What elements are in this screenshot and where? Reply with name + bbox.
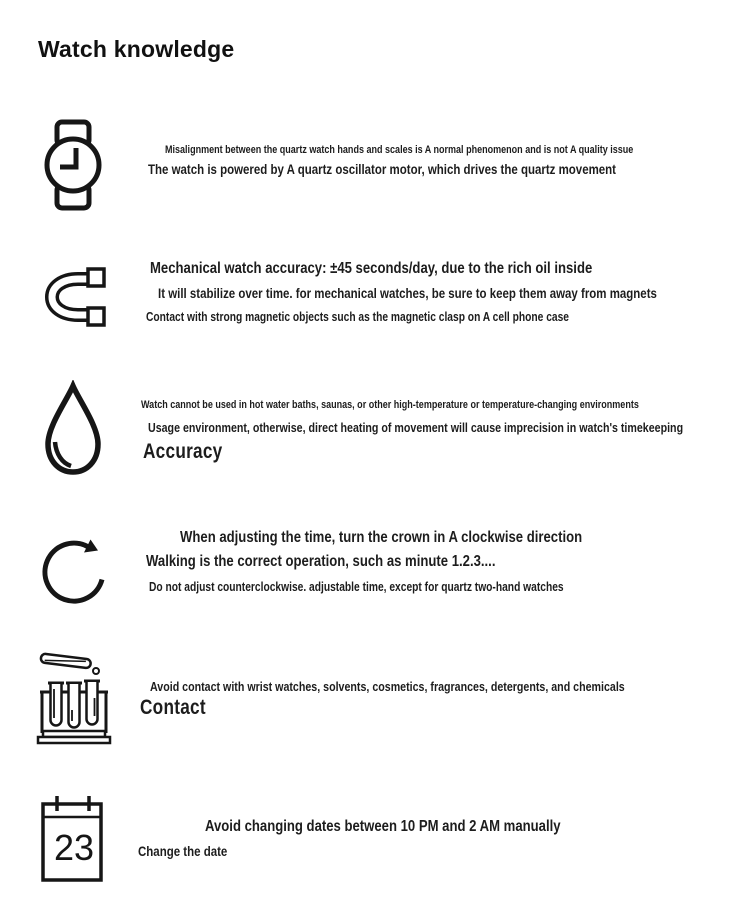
text-line: Do not adjust counterclockwise. adjustable time, except for quartz two-hand watches [149,580,564,594]
text-line: It will stabilize over time. for mechanical watches, be sure to keep them away from magnets [158,285,657,301]
text-line: Change the date [138,843,228,859]
text-line: When adjusting the time, turn the crown in A clockwise direction [180,529,583,546]
text-line: Misalignment between the quartz watch hands and scales is A normal phenomenon and is not A quality issue [165,144,634,156]
test-tubes-icon [36,646,112,746]
text-line: Usage environment, otherwise, direct heating of movement will cause imprecision in watch's timekeeping [148,420,684,435]
page-title: Watch knowledge [38,36,235,62]
text-line: Accuracy [143,440,223,463]
text-line: Avoid contact with wrist watches, solvents, cosmetics, fragrances, detergents, and chemicals [150,679,625,694]
text-line: Walking is the correct operation, such as minute 1.2.3.... [146,553,496,570]
text-line: Watch cannot be used in hot water baths, saunas, or other high-temperature or temperature-changing environments [141,399,639,411]
calendar-day-number: 23 [54,827,95,868]
text-line: Contact with strong magnetic objects such as the magnetic clasp on A cell phone case [146,310,570,324]
wristwatch-icon [42,118,104,212]
magnet-icon [42,265,108,329]
text-line: The watch is powered by A quartz oscillator motor, which drives the quartz movement [148,161,617,177]
text-line: Mechanical watch accuracy: ±45 seconds/day, due to the rich oil inside [150,260,593,277]
clockwise-arrow-icon [42,526,110,606]
water-drop-icon [40,380,106,478]
text-line: Contact [140,696,206,719]
calendar-icon [40,793,104,883]
text-line: Avoid changing dates between 10 PM and 2 AM manually [205,818,561,835]
